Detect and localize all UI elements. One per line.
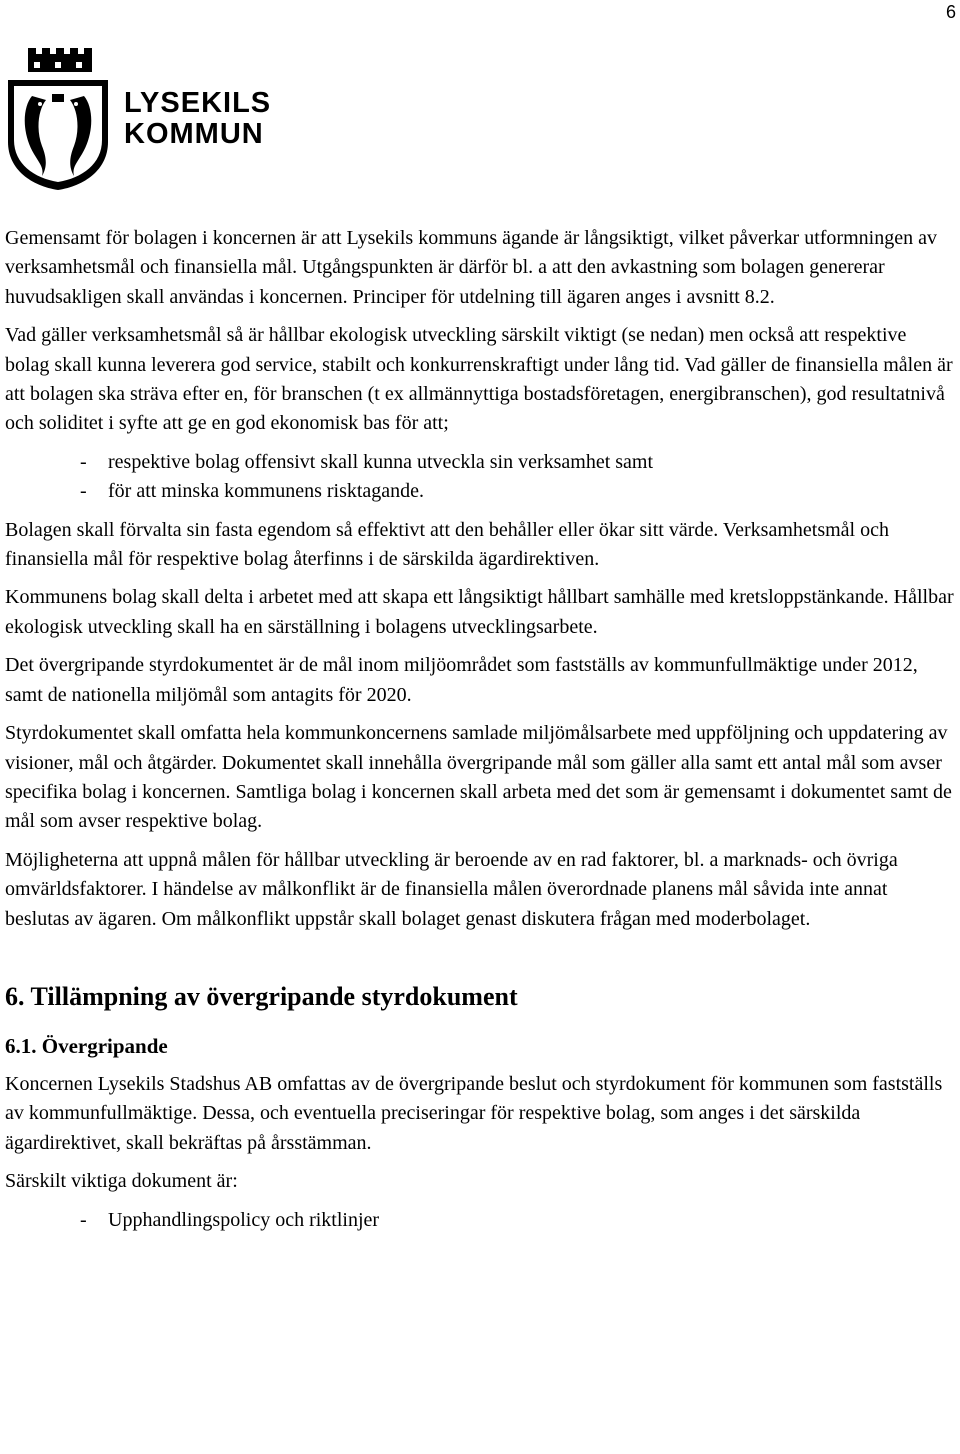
paragraph: Möjligheterna att uppnå målen för hållbar utveckling är beroende av en rad faktorer, bl. a marknads- och övriga omvärldsfaktorer. I händelse av målkonflikt är de finansiella målen överordnade planens mål såvida inte annat beslutas av ägaren. Om målkonflikt uppstår skall bolaget genast diskutera frågan med moderbolaget. — [5, 848, 898, 930]
paragraph: Det övergripande styrdokumentet är de mål inom miljöområdet som fastställs av kommunfullmäktige under 2012, samt de nationella miljömål som antagits för 2020. — [5, 654, 918, 706]
paragraph: Gemensamt för bolagen i koncernen är att Lysekils kommuns ägande är långsiktigt, vilket påverkar utformningen av verksamhetsmål och finansiella mål. Utgångspunkten är därför bl. a att den avkastning som bolagen genererar huvudsakligen skall användas i koncernen. Principer för utdelning till ägaren anges i avsnitt 8.2. — [5, 227, 937, 308]
paragraph: Styrdokumentet skall omfatta hela kommunkoncernens samlade miljömålsarbete med uppföljning och uppdatering av visioner, mål och åtgärder. Dokumentet skall innehålla övergripande mål som gäller alla samt ett antal mål som avser specifika bolag i koncernen. Samtliga bolag i koncernen skall arbeta med det som är gemensamt i dokumentet samt de mål som avser respektive bolag. — [5, 722, 952, 833]
list-dash: - — [80, 1208, 87, 1231]
paragraph: Kommunens bolag skall delta i arbetet med att skapa ett långsiktigt hållbart samhälle med kretsloppstänkande. Hållbar ekologisk utveckling skall ha en särställning i bolagens utvecklingsarbete. — [5, 586, 954, 638]
list-item: - Upphandlingspolicy och riktlinjer — [5, 1206, 955, 1235]
paragraph: Särskilt viktiga dokument är: — [5, 1170, 238, 1193]
document-body — [5, 224, 955, 1244]
page-number: 6 — [945, 2, 956, 22]
logo-line-1: LYSEKILS — [124, 87, 272, 119]
section-heading: 6. Tillämpning av övergripande styrdokument — [5, 981, 518, 1011]
list-item: - respektive bolag offensivt skall kunna utveckla sin verksamhet samt — [5, 448, 955, 477]
paragraph: Vad gäller verksamhetsmål så är hållbar ekologisk utveckling särskilt viktigt (se nedan) men också att respektive bolag skall kunna leverera god service, stabilt och konkurrenskraftigt under lång tid. Vad gäller de finansiella målen är att bolagen ska sträva efter en, för branschen (t ex allmännyttiga bostadsföretagen, energibranschen), god resultatnivå och soliditet i syfte att ge en god ekonomisk bas för att; — [5, 324, 953, 435]
paragraph: Koncernen Lysekils Stadshus AB omfattas av de övergripande beslut och styrdokument för kommunen som fastställs av kommunfullmäktige. Dessa, och eventuella preciseringar för respektive bolag, som anges i det särskilda ägardirektivet, skall bekräftas på årsstämman. — [5, 1072, 943, 1154]
document-list — [5, 1206, 955, 1235]
goal-list — [5, 448, 955, 507]
coat-of-arms-icon — [6, 42, 110, 192]
list-dash: - — [80, 450, 87, 473]
logo-line-2: KOMMUN — [124, 118, 264, 150]
subsection-heading: 6.1. Övergripande — [5, 1033, 168, 1058]
logo-text — [124, 88, 271, 150]
paragraph: Bolagen skall förvalta sin fasta egendom så effektivt att den behåller eller ökar sitt värde. Verksamhetsmål och finansiella mål för respektive bolag återfinns i de särskilda ägardirektiven. — [5, 518, 889, 571]
list-dash: - — [80, 480, 87, 503]
municipality-logo — [6, 42, 276, 192]
list-item: - för att minska kommunens risktagande. — [5, 477, 955, 506]
